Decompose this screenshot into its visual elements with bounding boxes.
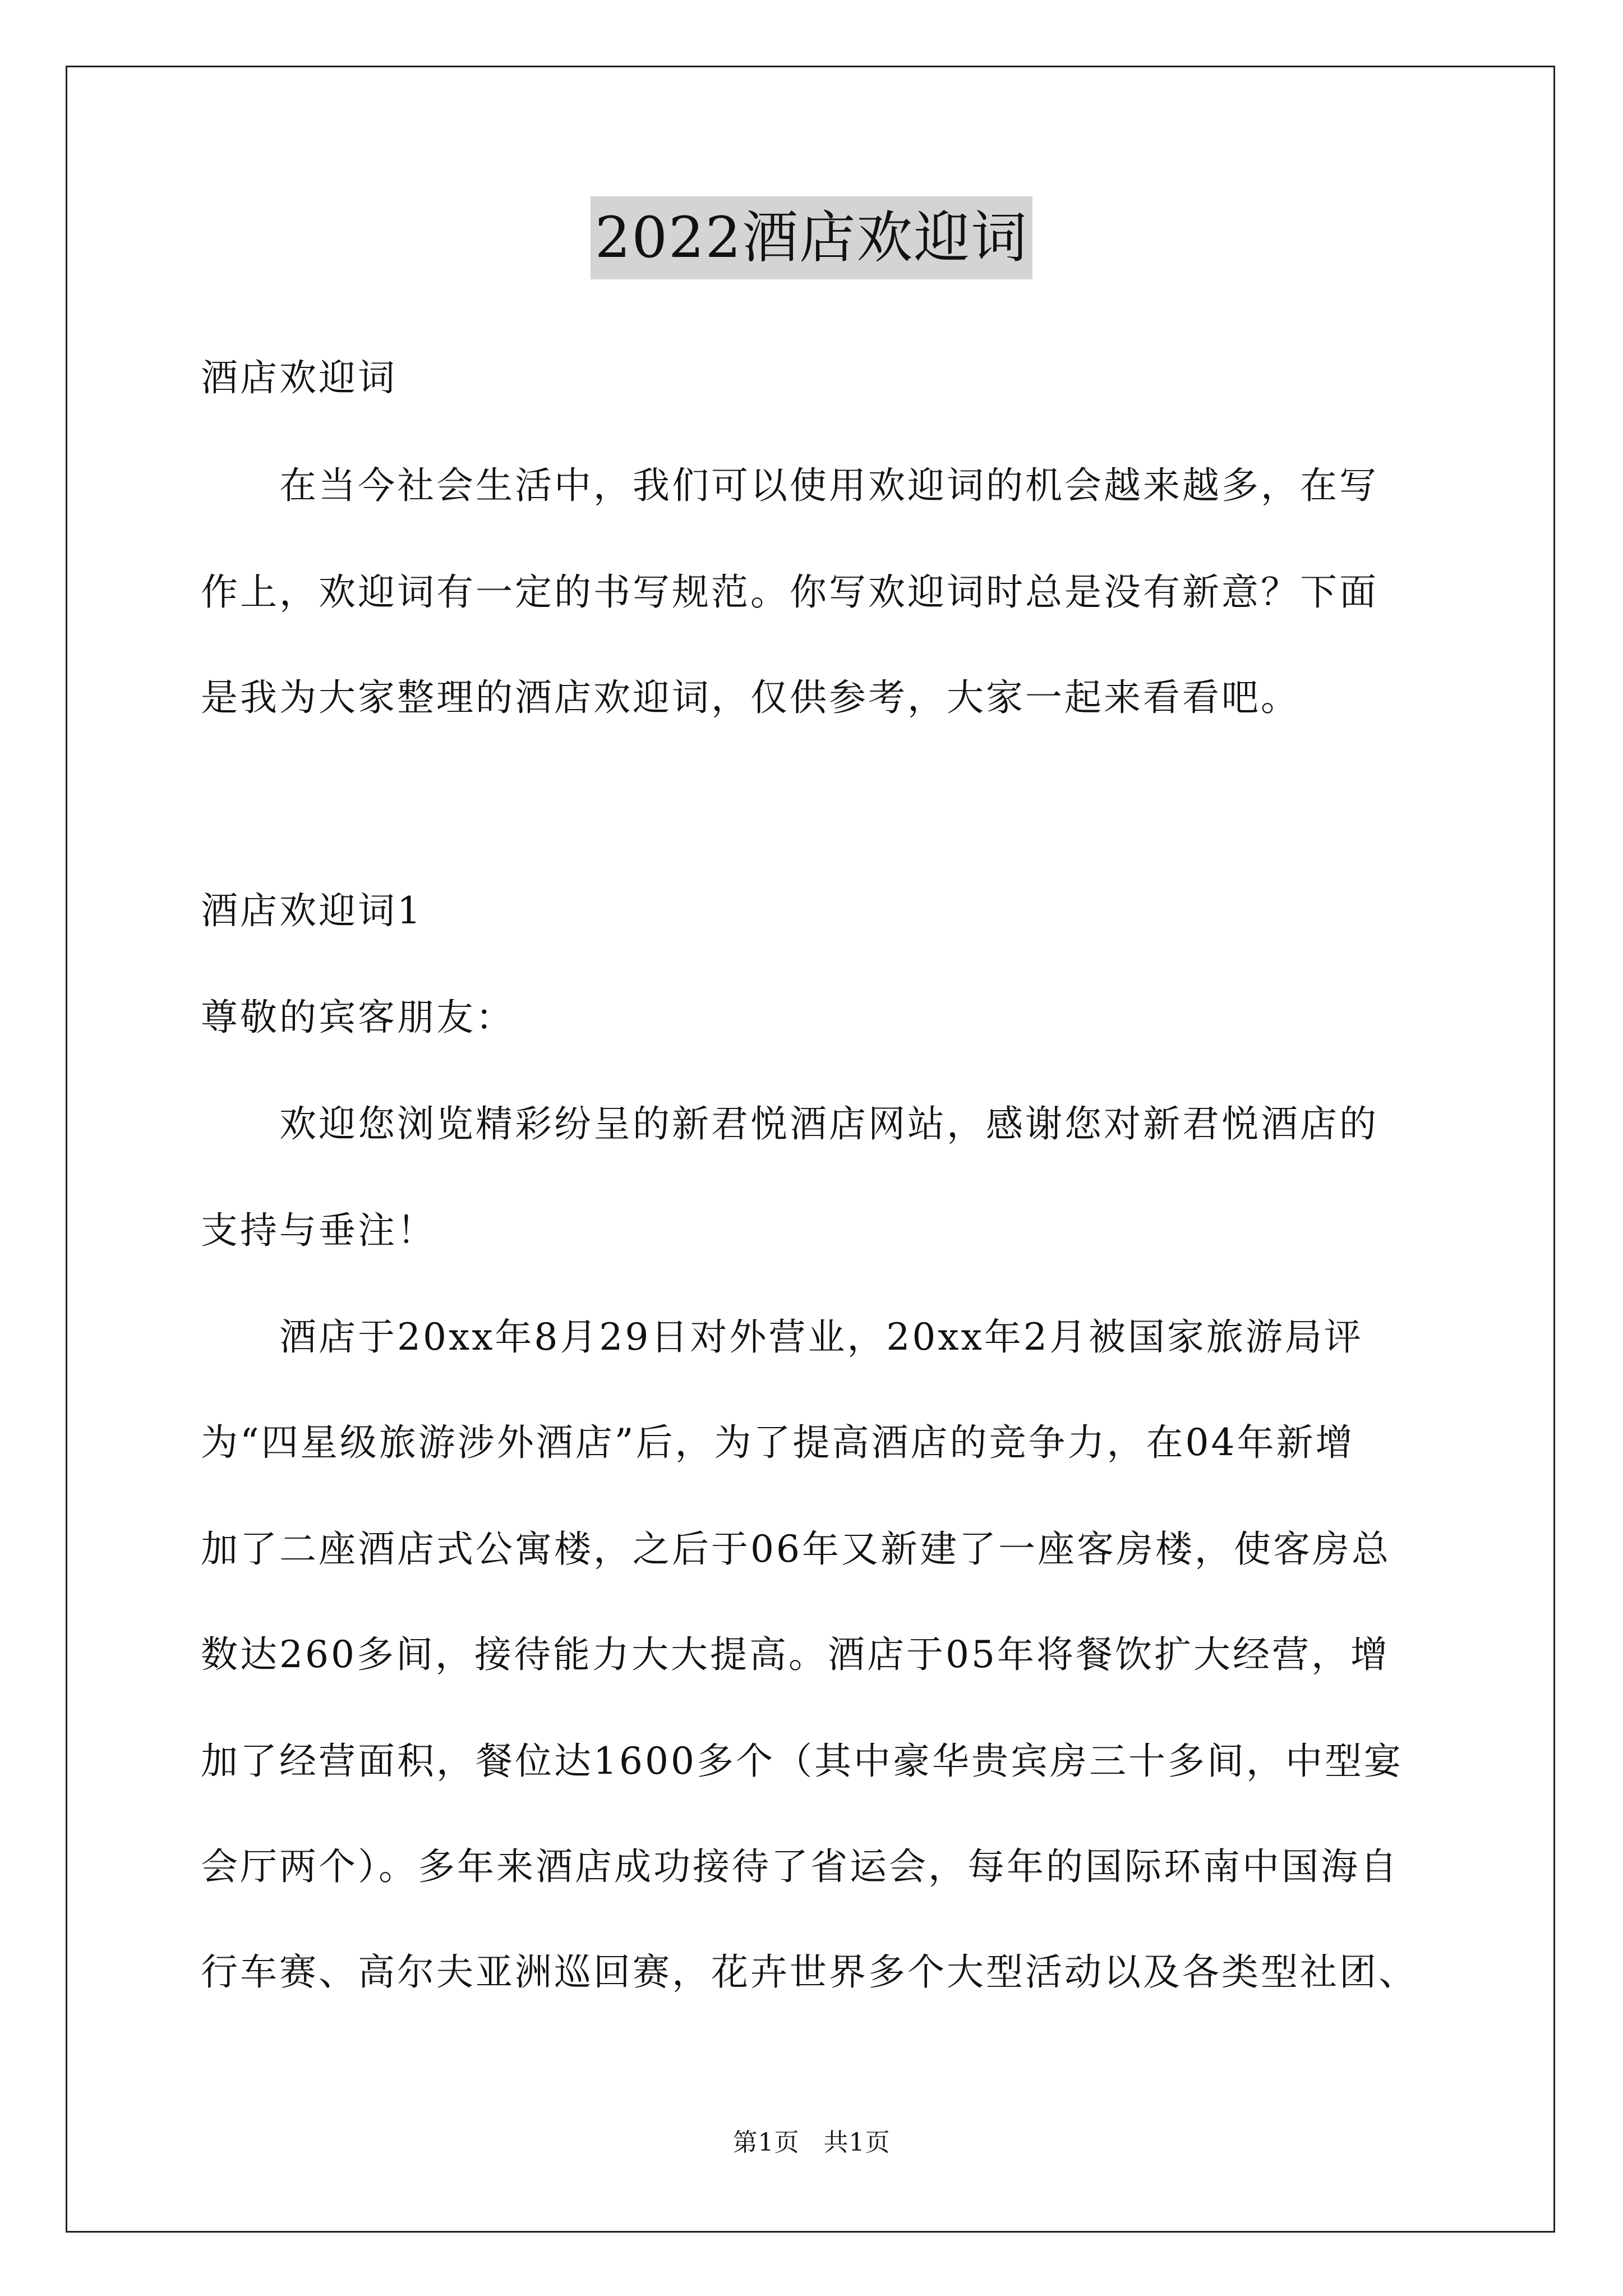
paragraph-line: 作上，欢迎词有一定的书写规范。你写欢迎词时总是没有新意？下面 <box>201 570 1378 614</box>
paragraph-line: 欢迎您浏览精彩纷呈的新君悦酒店网站，感谢您对新君悦酒店的 <box>279 1102 1378 1145</box>
section-heading: 酒店欢迎词1 <box>201 889 423 932</box>
paragraph-line: 数达260多间，接待能力大大提高。酒店于05年将餐饮扩大经营，增 <box>201 1633 1390 1676</box>
paragraph-line: 会厅两个）。多年来酒店成功接待了省运会，每年的国际环南中国海自 <box>201 1845 1399 1888</box>
page-number: 第1页 <box>732 2128 800 2157</box>
page-footer <box>0 2126 1623 2160</box>
paragraph-line: 行车赛、高尔夫亚洲巡回赛，花卉世界多个大型活动以及各类型社团、 <box>201 1950 1418 1994</box>
paragraph-line: 是我为大家整理的酒店欢迎词，仅供参考，大家一起来看看吧。 <box>201 676 1300 719</box>
paragraph-line: 酒店于20xx年8月29日对外营业，20xx年2月被国家旅游局评 <box>279 1315 1363 1359</box>
salutation: 尊敬的宾客朋友： <box>201 996 515 1039</box>
title-container <box>0 196 1623 279</box>
document-title: 2022酒店欢迎词 <box>591 196 1033 279</box>
paragraph-line: 在当今社会生活中，我们可以使用欢迎词的机会越来越多，在写 <box>279 464 1378 507</box>
paragraph-line: 加了二座酒店式公寓楼，之后于06年又新建了一座客房楼，使客房总 <box>201 1527 1391 1571</box>
section-heading: 酒店欢迎词 <box>201 356 397 399</box>
paragraph-line: 为“四星级旅游涉外酒店”后，为了提高酒店的竞争力，在04年新增 <box>201 1421 1355 1464</box>
paragraph-line: 支持与垂注！ <box>201 1209 436 1252</box>
page-total: 共1页 <box>823 2128 891 2157</box>
paragraph-line: 加了经营面积，餐位达1600多个（其中豪华贵宾房三十多间，中型宴 <box>201 1740 1403 1783</box>
